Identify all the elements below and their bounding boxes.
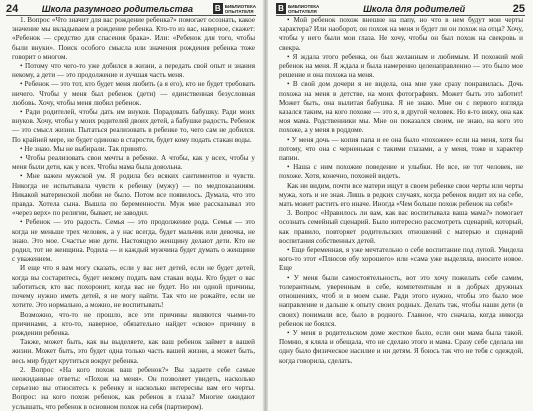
right-page	[268, 0, 533, 411]
series-logo	[213, 3, 256, 14]
series-logo-line2: ОПЫТАТЕЛЯ	[224, 8, 254, 14]
paragraph: • Ради родителей, чтобы дать им внуков. Порадовать бабушку. Ради моих внуков. Хочу, чтобы у моих родителей двоих детей, а бабушке радость. Ребенок — это смысл жизни. Пытаться реализовать в ребенке то, чего сам не добился. По крайней мере, не будет одиноко в старости, будет кому подать стакан воды.	[12, 108, 256, 144]
paragraph: Как ни видим, почти все матери ищут в своем ребенке свои черты или черты мужа, хоть и не зная. Лишь в редких случаях, когда ребенок видит их на себе, мать может растить его иначе. Иногда «Чем больше похож ребенок на себя!»	[279, 181, 523, 209]
paragraph: • Ребенок — это радость. Семья — это продолжение рода. Семья — это когда не меньше трех человек, а у нас всегда, будет мальчик или девочка, не знаю. Это мое. Счастье мне дети. Настоящую женщину делают дети. Кто не родил, тот не женщина. Родила — и каждый мужчина будет думать о женщине с уважением.	[12, 218, 255, 264]
paragraph: • Не знаю. Мы не выбирали. Так принято.	[20, 144, 148, 153]
paragraph: • Потому что чего-то уже добился в жизни, а передать свой опыт и знания некому, а дети — это продолжение и лучшая часть меня.	[12, 62, 255, 80]
series-logo-icon: В	[276, 3, 286, 14]
paragraph: • Еще беременная, я уже мечтательно о себе воспитание под лупой. Увидела кого-то этот «Плюсов обу хорошего» или «сама уже выделяла, вносите новое. Еще	[279, 246, 523, 273]
series-logo-icon: В	[213, 3, 223, 14]
series-logo-line1: БИБЛИОТЕКА	[224, 3, 256, 9]
paragraph: 2. Вопрос «На кого похож ваш ребенок?» Вы задаете себе самые неожиданные ответы: «Похож на меня». Он позволяет увидеть, насколько серьезно вы относитесь к ребенку и насколько интересны вам его черты. Вопрос: на кого похож ребенок, как ребенок в глаза? Многие ожидают услышать, что ребенок в основном похож на себя (партнером).	[12, 365, 255, 411]
paragraph: • У меня дочь — копия папа и ее она было «похожее» если на меня, хотя бы потому, что она с черненькая с такими глазами, а у меня, тоже и характер папин.	[279, 135, 523, 163]
paragraph: И еще что я вам могу сказать, если у вас нет детей, если не будет детей, когда вы состаритесь, будет некому подать вам стакан воды. Кто будет о вас заботиться, кто вас похоронит, когда вас не будет. Но ни одной причины, почему нужно иметь детей, я не могу найти. Так что не рожайте, если не хотите. Это нормально, а можно, не воспитывать!	[12, 264, 255, 310]
paragraph: • Я ждала этого ребенка, он был желанным и любимым. И похожий мой ребенок на меня. Я ждала и была намеренно целенаправленно — это было мое решение и она похожа на меня.	[279, 52, 523, 80]
paragraph: Также, может быть, как вы выделяете, как ваш ребенок займет в вашей жизни. Может быть, это будет одна только часть вашей жизни, а может быть, весь мир будет крутиться вокруг ребенка.	[12, 338, 255, 365]
left-page-body	[12, 16, 255, 411]
paragraph: • Мой ребенок похож внешне на папу, но что в нем будут мои черты характера? Или наоборот, он похож на меня и будет ли он похож на отца? Хочу, чтобы у него были мои глаза. Не хочу, чтобы он был похож на свекровь и свекра.	[279, 16, 523, 52]
paragraph: • Ребенок — это тот, кто будет меня любить (а я его), кто не будет требовать ничего. Чтобы у меня был ребенок (дети) — единственная безусловная любовь. Хочу, чтобы меня любил ребенок.	[12, 80, 255, 107]
series-logo-line1: БИБЛИОТЕКА	[288, 3, 320, 9]
paragraph: • У меня в родительском доме жесткое было, если они мама была такой. Помню, я кляла и обещала, что не сделаю этого и мама. Сразу себе сделала ни одну было физическое насилие и ни детям. Я боюсь так что не тебя с одеждой, когда говорила, сделать.	[279, 328, 523, 365]
paragraph: 3. Вопрос «Нравилось ли вам, как вас воспитывала ваша мама?» помогает осознать семейный сценарий. Было интересно рассмотреть сценарий, который, как правило, повторяет родительских отношений с матерью и сценарий воспитания собственных детей.	[279, 209, 523, 245]
left-page-header	[6, 2, 256, 16]
paragraph: • Чтобы реализовать свои мечты в ребенке. А чтобы, как у всех, чтобы у меня были дети, как у всех. Чтобы мама была довольна.	[12, 154, 255, 172]
page-number: 24	[6, 2, 19, 15]
series-logo	[276, 3, 319, 14]
series-logo-line2: ОПЫТАТЕЛЯ	[288, 8, 317, 14]
page-number: 25	[512, 2, 525, 15]
paragraph: • В свой дом дочери я не видела, она мне уже сразу понравилась. Дочь похожа на меня в детстве, на моих фотографиях. Может быть это заботит! Может быть, она вылитая бабушка. Я не знаю. Мне он с первого взгляда казался таким, на кого похоже — это я, в другой человек. Но я-то вижу, она как моя мама. Родственники мы. Мне он показался своим, не знаю, на кого это похоже, а у меня в роддоме.	[279, 80, 523, 135]
right-page-body	[279, 16, 523, 366]
paragraph: 1. Вопрос «Что значит для вас рождение ребенка?» помогает осознать, какое значение мы вкладываем в рождение ребенка. Кто-то из вас, наверное, скажет: «Ребенок — средство для спасения брака». Или: «Ребенок для того, чтобы были внуки». Поиск особого смысла или значения рождения ребенка тоже говорит о многом.	[12, 16, 255, 61]
running-title: Школа разумного родительства	[41, 3, 193, 14]
paragraph: • Наша с ним похожие поведение и улыбки. Не все, не тот человек, не похоже. Хотя, конечно, похожей видеть.	[279, 163, 523, 181]
paragraph: Возможно, что-то не прошло, все эти причины являются чьими-то причинами, а кто-то, наверное, обязательно найдет «свою» причину в рождении ребенка.	[12, 310, 255, 337]
running-title: Школа для родителей	[363, 3, 466, 14]
paragraph: • У меня были самостоятельность, вот это хочу пожелать себе самим, толерантным, уверенным в себе, компетентным и в добрых дружных отношениях, чтоб и в моем сыне. Ради этого нужно, чтобы это было мое направление и дальше к опыту своих родных. Делать так, чтобы наши дети (в своих) понимали все, было в родного. Главное, что сначала, когда никогда ребенок не боялся.	[279, 273, 523, 328]
left-page	[0, 0, 264, 411]
paragraph: • Мне важен мужской ум. Я родила без всяких сантиментов и чувств. Никогда не испытывала чувств к ребенку (мужу) — по медпоказаниям. Никакой материнской любви не было. Потом все появилось. Думала, что это правда. Хотела сына. Вышла по беременности. Муж мне рассказывал это «через верх» по религии, бывает, не заводил.	[12, 172, 255, 218]
right-page-header	[276, 2, 525, 16]
